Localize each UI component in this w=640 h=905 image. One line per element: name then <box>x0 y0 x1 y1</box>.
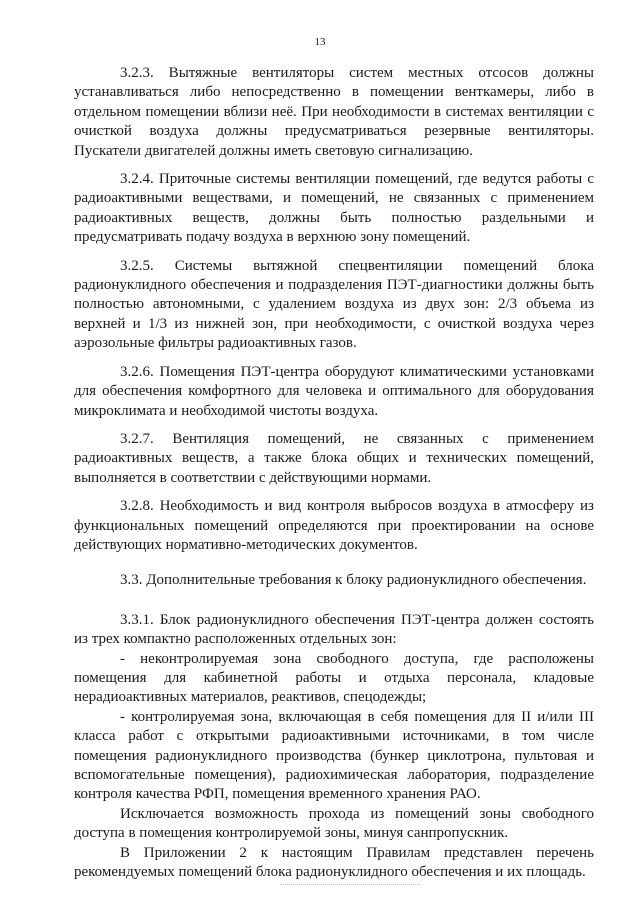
list-item-controlled-zone: - контролируемая зона, включающая в себя помещения для II и/или III класса работ с открытыми радиоактивными источниками, в том числе помещения радионуклидного производства (бункер циклотрона, пультовая и вспомогательные помещения), радиохимическая лаборатория, подразделение контроля качества РФП, помещения временного хранения РАО. <box>74 708 594 803</box>
paragraph-3-2-7: 3.2.7. Вентиляция помещений, не связанных с применением радиоактивных веществ, а также блока общих и технических помещений, выполняется в соответствии с действующими нормами. <box>74 430 594 486</box>
paragraph-3-2-8: 3.2.8. Необходимость и вид контроля выбросов воздуха в атмосферу из функциональных помещений определяются при проектировании на основе действующих нормативно-методических документов. <box>74 498 594 553</box>
section-heading-3-3: 3.3. Дополнительные требования к блоку радионуклидного обеспечения. <box>120 572 587 589</box>
document-body <box>74 64 594 882</box>
paragraph-3-2-3: 3.2.3. Вытяжные вентиляторы систем местных отсосов должны устанавливаться либо непосредственно в помещении венткамеры, либо в отдельном помещении вблизи неё. При необходимости в системах вентиляции с очисткой воздуха должны предусматриваться резервные вентиляторы. Пускатели двигателей должны иметь световую сигнализацию. <box>74 65 594 159</box>
scan-artifact <box>280 884 420 887</box>
paragraph-3-3-1: 3.3.1. Блок радионуклидного обеспечения ПЭТ-центра должен состоять из трех компактно расположенных отдельных зон: <box>74 611 594 648</box>
paragraph-3-2-4: 3.2.4. Приточные системы вентиляции помещений, где ведутся работы с радиоактивными веществами, и помещений, не связанных с применением радиоактивных веществ, должны быть полностью раздельными и предусматривать подачу воздуха в верхнюю зону помещений. <box>74 171 594 246</box>
page-number: 13 <box>314 36 326 48</box>
paragraph-3-2-6: 3.2.6. Помещения ПЭТ-центра оборудуют климатическими установками для обеспечения комфортного для человека и оптимального для оборудования микроклимата и необходимой чистоты воздуха. <box>74 363 594 419</box>
list-item-uncontrolled-zone: - неконтролируемая зона свободного доступа, где расположены помещения для кабинетной работы и отдыха персонала, кладовые нерадиоактивных материалов, реактивов, спецодежды; <box>74 650 594 706</box>
paragraph-appendix-reference: В Приложении 2 к настоящим Правилам представлен перечень рекомендуемых помещений блока радионуклидного обеспечения и их площадь. <box>74 844 594 881</box>
paragraph-3-2-5: 3.2.5. Системы вытяжной спецвентиляции помещений блока радионуклидного обеспечения и подразделения ПЭТ-диагностики должны быть полностью автономными, с удалением воздуха из двух зон: 2/3 объема из верхней и 1/3 из нижней зон, при необходимости, с очисткой воздуха через аэрозольные фильтры радиоактивных газов. <box>74 257 594 352</box>
paragraph-exclusion: Исключается возможность прохода из помещений зоны свободного доступа в помещения контролируемой зоны, минуя санпропускник. <box>74 805 594 842</box>
